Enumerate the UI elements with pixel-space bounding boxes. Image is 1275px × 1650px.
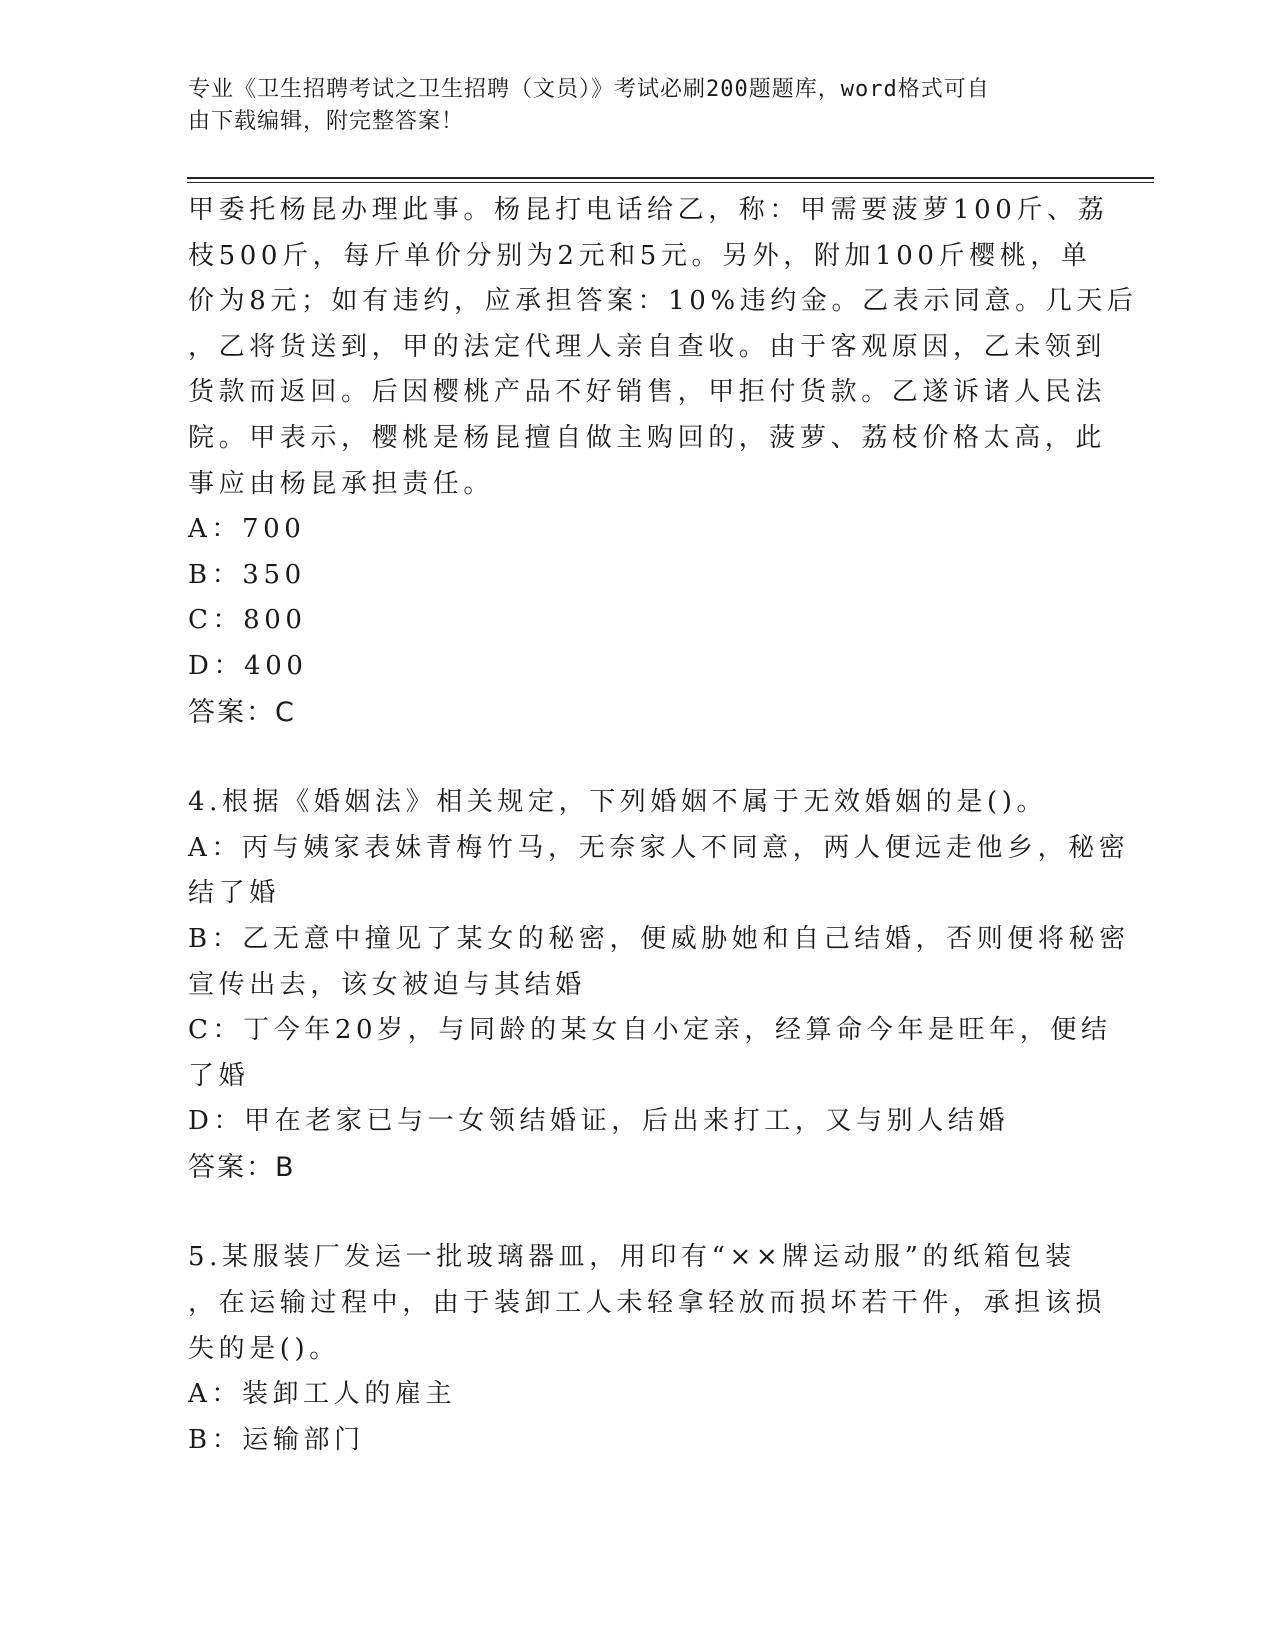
option-c: C：800 [188, 605, 307, 636]
question-stem-line: 4.根据《婚姻法》相关规定，下列婚姻不属于无效婚姻的是()。 [188, 787, 1048, 818]
option-d: D：400 [188, 650, 308, 681]
answer-label: 答案：B [188, 1151, 296, 1183]
option-line: C：丁今年20岁，与同龄的某女自小定亲，经算命今年是旺年，便结 [188, 1015, 1112, 1046]
question-stem-line: ，乙将货送到，甲的法定代理人亲自查收。由于客观原因，乙未领到 [188, 331, 1107, 362]
question-4 [188, 780, 1130, 1190]
document-header [188, 74, 1068, 138]
header-line: 由下载编辑，附完整答案！ [188, 109, 465, 134]
option-a: A：装卸工人的雇主 [188, 1379, 457, 1410]
question-content [188, 188, 1138, 1463]
header-line: 专业《卫生招聘考试之卫生招聘（文员）》考试必刷200题题库，word格式可自 [188, 77, 990, 102]
option-a: A：700 [188, 514, 306, 545]
answer-label: 答案：C [188, 696, 296, 728]
header-rule-thick [187, 177, 1154, 179]
question-stem-line: 院。甲表示，樱桃是杨昆擅自做主购回的，菠萝、荔枝价格太高，此 [188, 422, 1107, 453]
option-line: D：甲在老家已与一女领结婚证，后出来打工，又与别人结婚 [188, 1106, 1010, 1137]
option-line: 结了婚 [188, 878, 280, 909]
question-stem-line: 失的是()。 [188, 1333, 340, 1364]
question-5 [188, 1235, 1107, 1463]
question-gap [188, 735, 1078, 780]
option-line: 宣传出去，该女被迫与其结婚 [188, 969, 586, 1000]
question-stem-line: 事应由杨昆承担责任。 [188, 468, 495, 499]
question-stem-line: 货款而返回。后因樱桃产品不好销售，甲拒付货款。乙遂诉诸人民法 [188, 377, 1107, 408]
question-gap [188, 1190, 1078, 1235]
header-rule-thin [187, 182, 1154, 183]
question-stem-line: ，在运输过程中，由于装卸工人未轻拿轻放而损坏若干件，承担该损 [188, 1288, 1107, 1319]
question-stem-line: 甲委托杨昆办理此事。杨昆打电话给乙，称：甲需要菠萝100斤、荔 [188, 195, 1109, 225]
option-line: B：乙无意中撞见了某女的秘密，便威胁她和自己结婚，否则便将秘密 [188, 923, 1130, 954]
question-3 [188, 188, 1138, 735]
question-stem-line: 5.某服装厂发运一批玻璃器皿，用印有“××牌运动服”的纸箱包装 [188, 1242, 1076, 1273]
option-line: 了婚 [188, 1060, 250, 1091]
option-line: A：丙与姨家表妹青梅竹马，无奈家人不同意，两人便远走他乡，秘密 [188, 832, 1130, 863]
option-b: B：运输部门 [188, 1424, 365, 1455]
question-stem-line: 枝500斤，每斤单价分别为2元和5元。另外，附加100斤樱桃，单 [188, 240, 1092, 271]
question-stem-line: 价为8元；如有违约，应承担答案：10%违约金。乙表示同意。几天后 [188, 286, 1138, 317]
option-b: B：350 [188, 559, 306, 590]
